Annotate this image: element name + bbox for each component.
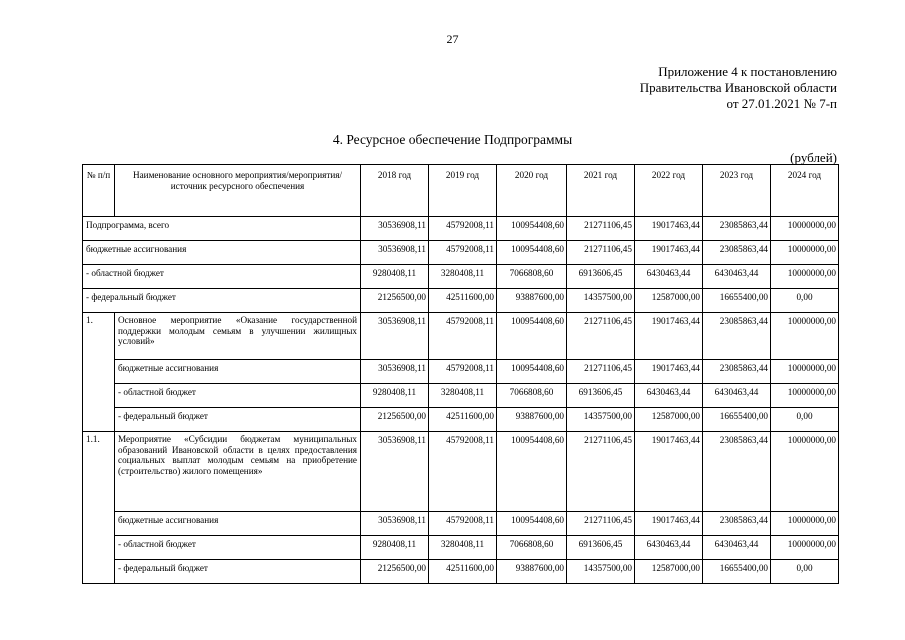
cell-value: 30536908,11: [361, 432, 429, 512]
resource-table: [82, 164, 839, 584]
cell-value: 100954408,60: [497, 432, 567, 512]
cell-value: 100954408,60: [497, 313, 567, 360]
cell-value: 45792008,11: [429, 217, 497, 241]
cell-value: 23085863,44: [703, 360, 771, 384]
cell-value: 100954408,60: [497, 241, 567, 265]
row-number: 1.1.: [83, 432, 115, 584]
row-label: бюджетные ассигнования: [115, 512, 361, 536]
cell-value: 0,00: [771, 289, 839, 313]
row-label: - областной бюджет: [115, 536, 361, 560]
cell-value: 7066808,60: [497, 536, 567, 560]
cell-value: 10000000,00: [771, 241, 839, 265]
cell-value: 23085863,44: [703, 512, 771, 536]
header-year: 2022 год: [635, 165, 703, 217]
cell-value: 3280408,11: [429, 536, 497, 560]
cell-value: 30536908,11: [361, 241, 429, 265]
cell-value: 21271106,45: [567, 313, 635, 360]
cell-value: 14357500,00: [567, 560, 635, 584]
cell-value: 16655400,00: [703, 560, 771, 584]
cell-value: 10000000,00: [771, 432, 839, 512]
cell-value: 3280408,11: [429, 384, 497, 408]
cell-value: 0,00: [771, 408, 839, 432]
cell-value: 6430463,44: [703, 536, 771, 560]
table-row: [83, 360, 839, 384]
table-row: [83, 432, 839, 512]
cell-value: 3280408,11: [429, 265, 497, 289]
cell-value: 16655400,00: [703, 408, 771, 432]
row-number: 1.: [83, 313, 115, 432]
cell-value: 7066808,60: [497, 384, 567, 408]
cell-value: 9280408,11: [361, 384, 429, 408]
cell-value: 12587000,00: [635, 289, 703, 313]
row-label: - федеральный бюджет: [83, 289, 361, 313]
cell-value: 6913606,45: [567, 265, 635, 289]
header-year: 2020 год: [497, 165, 567, 217]
header-year: 2018 год: [361, 165, 429, 217]
cell-value: 21271106,45: [567, 217, 635, 241]
appendix-line-3: от 27.01.2021 № 7-п: [726, 96, 837, 111]
row-label: - областной бюджет: [115, 384, 361, 408]
cell-value: 6430463,44: [635, 265, 703, 289]
cell-value: 6430463,44: [703, 384, 771, 408]
cell-value: 30536908,11: [361, 217, 429, 241]
cell-value: 42511600,00: [429, 289, 497, 313]
cell-value: 10000000,00: [771, 217, 839, 241]
cell-value: 14357500,00: [567, 408, 635, 432]
header-num: № п/п: [83, 165, 115, 217]
cell-value: 10000000,00: [771, 313, 839, 360]
cell-value: 23085863,44: [703, 432, 771, 512]
document-title: 4. Ресурсное обеспечение Подпрограммы: [332, 132, 573, 147]
header-year: 2019 год: [429, 165, 497, 217]
table-row: [83, 265, 839, 289]
cell-value: 10000000,00: [771, 265, 839, 289]
row-label: бюджетные ассигнования: [115, 360, 361, 384]
table-row: [83, 384, 839, 408]
table-row: [83, 289, 839, 313]
row-label: Основное мероприятие «Оказание государственной поддержки молодым семьям в улучшении жилищных условий»: [115, 313, 361, 360]
cell-value: 6430463,44: [635, 536, 703, 560]
cell-value: 21256500,00: [361, 560, 429, 584]
cell-value: 19017463,44: [635, 360, 703, 384]
cell-value: 6430463,44: [703, 265, 771, 289]
cell-value: 7066808,60: [497, 265, 567, 289]
cell-value: 12587000,00: [635, 560, 703, 584]
cell-value: 14357500,00: [567, 289, 635, 313]
row-label: Подпрограмма, всего: [83, 217, 361, 241]
cell-value: 100954408,60: [497, 217, 567, 241]
cell-value: 30536908,11: [361, 313, 429, 360]
cell-value: 19017463,44: [635, 313, 703, 360]
cell-value: 93887600,00: [497, 560, 567, 584]
header-year: 2023 год: [703, 165, 771, 217]
table-row: [83, 241, 839, 265]
table-row: [83, 560, 839, 584]
cell-value: 12587000,00: [635, 408, 703, 432]
cell-value: 10000000,00: [771, 512, 839, 536]
cell-value: 16655400,00: [703, 289, 771, 313]
cell-value: 45792008,11: [429, 432, 497, 512]
appendix-line-2: Правительства Ивановской области: [639, 80, 837, 95]
cell-value: 19017463,44: [635, 241, 703, 265]
cell-value: 10000000,00: [771, 384, 839, 408]
cell-value: 23085863,44: [703, 241, 771, 265]
row-label: - федеральный бюджет: [115, 408, 361, 432]
table-row: [83, 217, 839, 241]
cell-value: 100954408,60: [497, 512, 567, 536]
header-year: 2024 год: [771, 165, 839, 217]
cell-value: 45792008,11: [429, 360, 497, 384]
cell-value: 0,00: [771, 560, 839, 584]
table-row: [83, 408, 839, 432]
table-row: [83, 512, 839, 536]
cell-value: 10000000,00: [771, 360, 839, 384]
cell-value: 19017463,44: [635, 432, 703, 512]
cell-value: 30536908,11: [361, 360, 429, 384]
cell-value: 21271106,45: [567, 512, 635, 536]
cell-value: 23085863,44: [703, 217, 771, 241]
cell-value: 45792008,11: [429, 512, 497, 536]
cell-value: 21256500,00: [361, 408, 429, 432]
header-year: 2021 год: [567, 165, 635, 217]
cell-value: 93887600,00: [497, 408, 567, 432]
cell-value: 23085863,44: [703, 313, 771, 360]
cell-value: 6430463,44: [635, 384, 703, 408]
cell-value: 42511600,00: [429, 560, 497, 584]
table-row: [83, 536, 839, 560]
units-label: (рублей): [790, 150, 837, 165]
cell-value: 45792008,11: [429, 313, 497, 360]
cell-value: 21271106,45: [567, 241, 635, 265]
cell-value: 21271106,45: [567, 432, 635, 512]
cell-value: 42511600,00: [429, 408, 497, 432]
cell-value: 30536908,11: [361, 512, 429, 536]
row-label: Мероприятие «Субсидии бюджетам муниципальных образований Ивановской области в целях предоставления социальных выплат молодым семьям на приобретение (строительство) жилого помещения»: [115, 432, 361, 512]
cell-value: 19017463,44: [635, 217, 703, 241]
row-label: бюджетные ассигнования: [83, 241, 361, 265]
appendix-line-1: Приложение 4 к постановлению: [658, 64, 837, 79]
cell-value: 6913606,45: [567, 536, 635, 560]
row-label: - федеральный бюджет: [115, 560, 361, 584]
page-number: 27: [446, 32, 459, 46]
appendix-note: [640, 64, 837, 112]
cell-value: 9280408,11: [361, 265, 429, 289]
cell-value: 21271106,45: [567, 360, 635, 384]
cell-value: 10000000,00: [771, 536, 839, 560]
cell-value: 45792008,11: [429, 241, 497, 265]
cell-value: 100954408,60: [497, 360, 567, 384]
cell-value: 9280408,11: [361, 536, 429, 560]
cell-value: 21256500,00: [361, 289, 429, 313]
row-label: - областной бюджет: [83, 265, 361, 289]
cell-value: 93887600,00: [497, 289, 567, 313]
cell-value: 6913606,45: [567, 384, 635, 408]
header-name: Наименование основного мероприятия/мероприятия/источник ресурсного обеспечения: [115, 165, 361, 217]
table-header-row: [83, 165, 839, 217]
cell-value: 19017463,44: [635, 512, 703, 536]
table-row: [83, 313, 839, 360]
